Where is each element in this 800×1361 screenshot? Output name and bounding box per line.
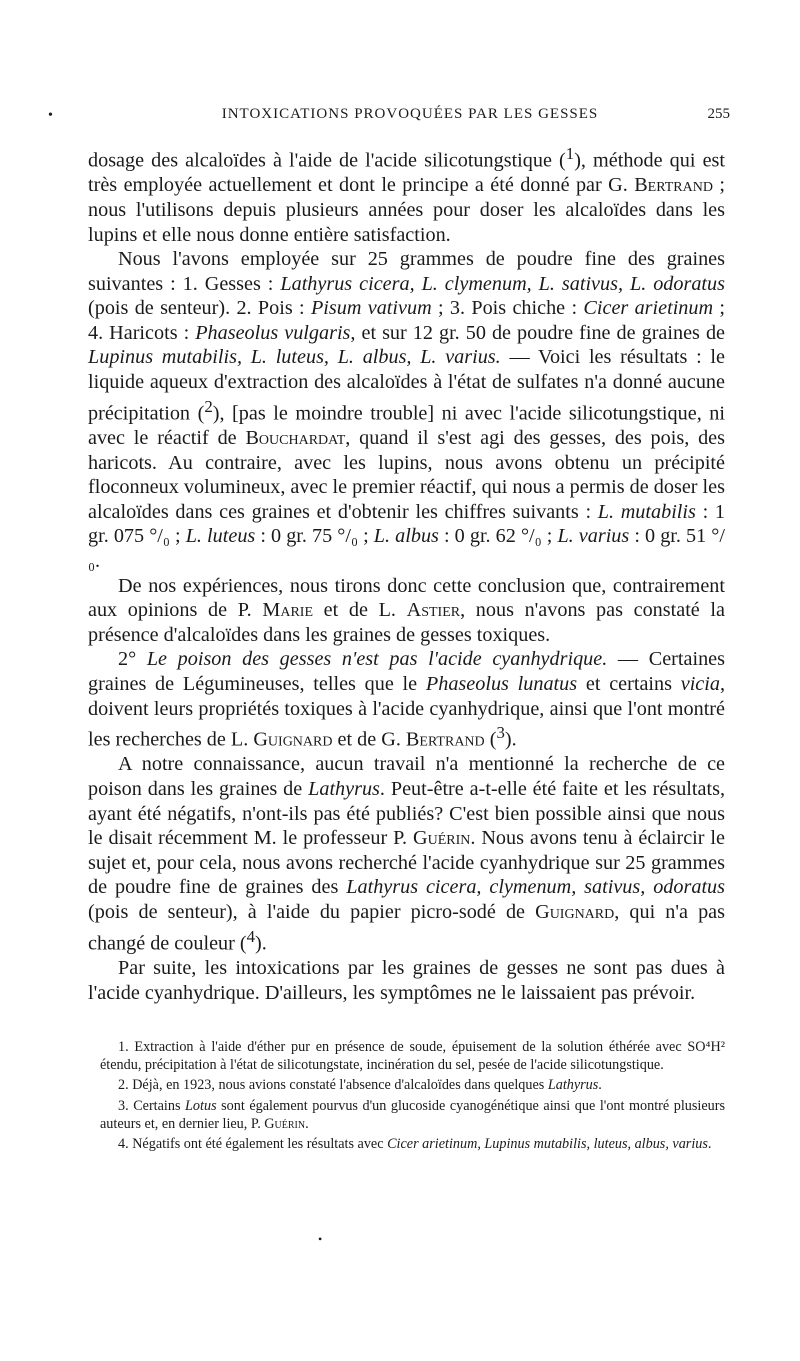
text-run: 2° [118,648,147,671]
section-heading: Le poison des gesses n'est pas l'acide cyanhydrique. [146,648,608,671]
text-run: dosage des alcaloïdes à l'aide de l'acide silicotungstique ( [88,149,566,172]
text-run: 2. Déjà, en 1923, nous avions constaté l'absence d'alcaloïdes dans quelques [118,1077,548,1094]
text-run: , qui n'a pas changé de couleur ( [88,901,725,955]
species-name: Phaseolus lunatus [425,672,578,695]
text-run: : 0 gr. 51 °/₀. [88,525,725,572]
text-run: . Nous avons tenu à éclaircir le sujet et, pour cela, nous avons recherché l'acide cyanhydrique sur 25 grammes de poudre fine de graines des [88,827,725,899]
author-name: Guérin [413,827,471,850]
text-run: De nos expériences, nous tirons donc cette conclusion que, contrairement aux opinions de P. [88,574,725,622]
author-name: Bertrand [405,728,485,751]
author-name: Guérin [264,1115,306,1132]
species-name: Phaseolus vulgaris [195,321,351,344]
species-name: Cicer arietinum, Lupinus mutabilis, luteus, albus, varius [387,1136,708,1153]
footnote-ref: 1 [565,144,575,163]
text-run: et de G. [332,728,406,751]
text-run: Nous l'avons employée sur 25 grammes de poudre fine des graines suivantes : 1. Gesses : [88,248,725,295]
text-run: A notre connaissance, aucun travail n'a mentionné la recherche de ce poison dans les graines de [88,753,725,801]
species-name: Lathyrus cicera, L. clymenum, L. sativus, L. odoratus [280,272,725,295]
main-text [88,142,725,1005]
paragraph-1 [88,142,725,247]
text-run: ; nous l'utilisons depuis plusieurs années pour doser les alcaloïdes dans les lupins et elle nous donne entière satisfaction. [88,174,725,246]
footnote-4 [100,1135,725,1153]
species-name: Lotus [185,1097,217,1114]
species-name: L. varius [557,525,630,548]
author-name: Bertrand [634,174,713,197]
paragraph-2 [88,247,725,573]
text-run: , quand il s'est agi des gesses, des pois, des haricots. Au contraire, avec les lupins, nous avons obtenu un précipité floconneux volumineux, avec le premier réactif, qui nous a permis de doser les alcaloïdes dans ces graines et d'obtenir les chiffres suivants : [88,427,725,523]
text-run: 4. Négatifs ont été également les résultats avec [118,1136,388,1153]
species-name: L. mutabilis [597,500,696,523]
species-name: Lathyrus [308,778,380,801]
text-run: — Certaines graines de Légumineuses, telles que le [88,648,725,695]
species-name: Lupinus mutabilis, L. luteus, L. albus, L. varius. [88,346,501,369]
text-run: : 0 gr. 75 °/₀ ; [255,525,374,548]
species-name: Lathyrus cicera, clymenum, sativus, odoratus [346,876,725,899]
species-name: L. luteus [185,525,256,548]
text-run: : 1 gr. 075 °/₀ ; [88,500,725,548]
species-name: Lathyrus [547,1077,599,1094]
text-run: ; 3. Pois chiche : [431,297,584,320]
text-run: ; 4. Haricots : [88,297,726,344]
text-run: (pois de senteur), à l'aide du papier picro-sodé de [88,901,536,924]
text-run: . [305,1115,309,1132]
paragraph-5 [88,752,725,955]
paragraph-3 [88,574,725,648]
author-name: Bouchardat [245,427,346,449]
species-name: vicia [680,672,720,695]
page-number: 255 [707,106,730,122]
species-name: Cicer arietinum [583,297,714,320]
text-run: sont également pourvus d'un glucoside cyanogénétique ainsi que l'ont montré plusieurs auteurs et, en dernier lieu, P. [100,1097,725,1132]
author-name: Marie [262,599,314,622]
text-run: . Peut-être a-t-elle été faite et les résultats, ayant été négatifs, n'ont-ils pas été publiés? C'est bien possible ainsi que nous le disait récemment M. le professeur P. [88,778,725,850]
author-name: Guignard [535,901,615,924]
text-run: : 0 gr. 62 °/₀ ; [438,525,558,548]
footnotes [100,1038,725,1155]
text-run: ), méthode qui est très employée actuellement et dont le principe a été donné par G. [88,149,725,197]
text-run: ). [504,728,517,751]
footnote-ref: 2 [204,396,213,416]
species-name: L. albus [373,525,439,548]
text-run: ), [pas le moindre trouble] ni avec l'acide silicotungstique, ni avec le réactif de [88,402,725,449]
paragraph-6: Par suite, les intoxications par les graines de gesses ne sont pas dues à l'acide cyanhydrique. D'ailleurs, les symptômes ne le laissaient pas prévoir. [88,956,725,1004]
text-run: — Voici les résultats : le liquide aqueux d'extraction des alcaloïdes à l'état de sulfates n'a donné aucune précipitation ( [88,346,725,425]
text-run: , doivent leurs propriétés toxiques à l'acide cyanhydrique, ainsi que l'ont montré les recherches de L. [88,672,726,751]
text-run: ). [255,932,267,955]
text-run: et de L. [313,599,407,622]
text-run: 3. Certains [118,1097,186,1114]
margin-dot: • [48,108,53,123]
running-header [48,104,730,128]
footnote-2 [100,1076,725,1094]
footnote-ref: 3 [496,723,505,743]
text-run: ( [484,728,497,751]
author-name: Astier [406,599,461,622]
text-run: et certains [577,672,681,695]
end-mark: • [318,1232,323,1246]
text-run: , nous n'avons pas constaté la présence d'alcaloïdes dans les graines de gesses toxiques. [88,599,725,646]
footnote-ref: 4 [246,926,256,946]
text-run: . [707,1136,712,1153]
running-title: INTOXICATIONS PROVOQUÉES PAR LES GESSES [221,106,599,122]
text-run: (pois de senteur). 2. Pois : [88,297,311,320]
author-name: Guignard [253,728,333,751]
footnote-1: 1. Extraction à l'aide d'éther pur en présence de soude, épuisement de la solution éthérée avec SO⁴H² étendu, précipitation à l'état de silicotungstate, incinération du sel, pesée de l'acide silicotungstique. [100,1039,725,1074]
text-run: . [598,1077,602,1094]
species-name: Pisum vativum [310,297,432,320]
text-run: , et sur 12 gr. 50 de poudre fine de graines de [350,321,725,344]
paragraph-4 [88,647,725,752]
footnote-3 [100,1097,725,1133]
